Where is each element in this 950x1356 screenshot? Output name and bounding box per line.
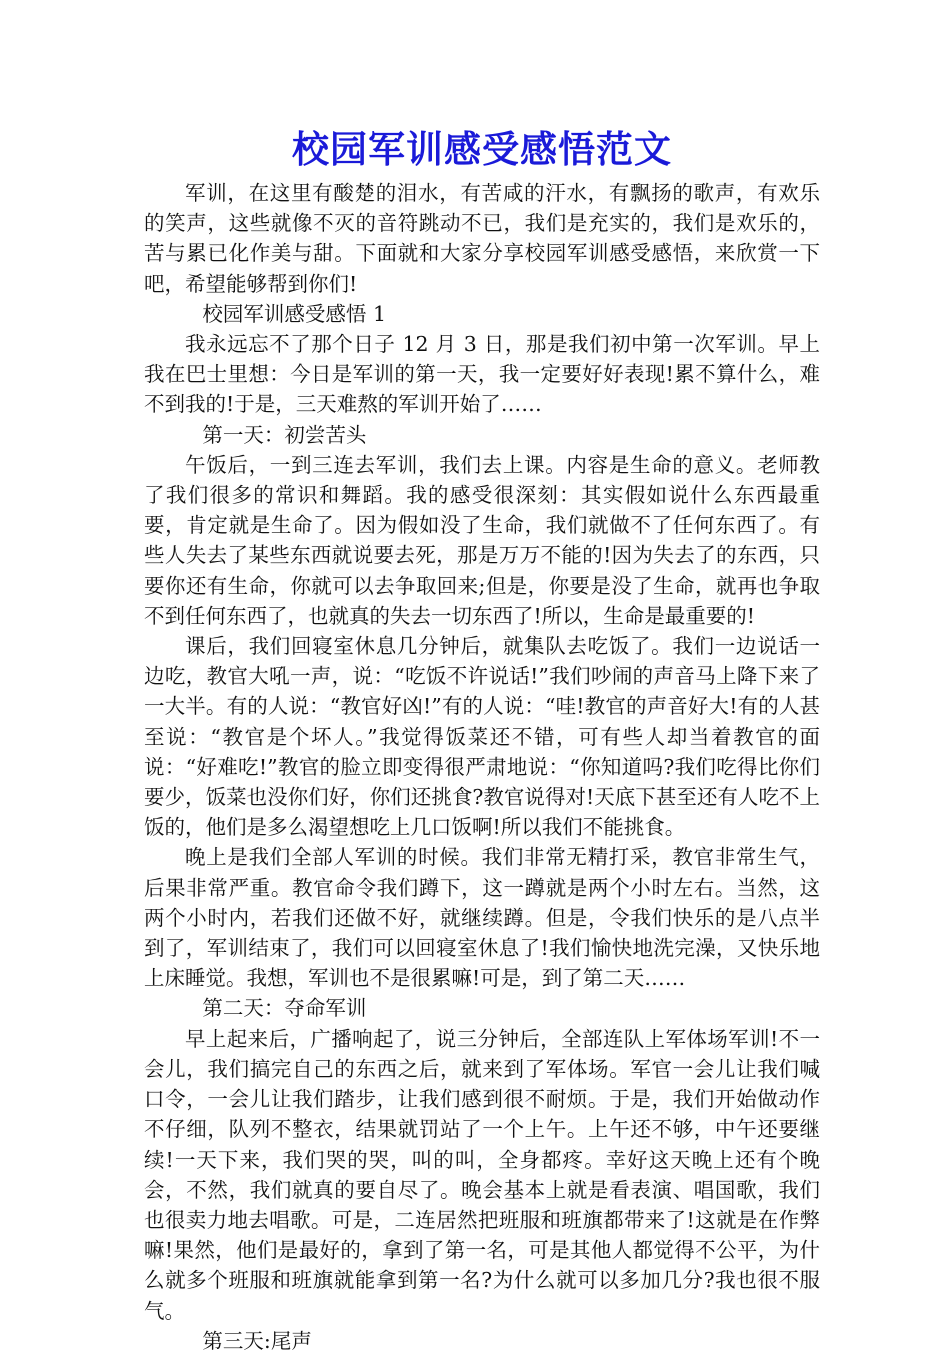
day3-heading: 第三天:尾声 [202, 1328, 312, 1353]
paragraph-4: 晚上是我们全部人军训的时候。我们非常无精打采，教官非常生气，后果非常严重。教官命令我们蹲下，这一蹲就是两个小时左右。当然，这两个小时内，若我们还做不好，就继续蹲。但是，令我们快乐的是八点半到了，军训结束了，我们可以回寝室休息了!我们愉快地洗完澡，又快乐地上床睡觉。我想，军训也不是很累嘛!可是，到了第二天…… [144, 845, 820, 991]
section-title: 校园军训感受感悟 1 [202, 301, 386, 326]
document-page [144, 122, 820, 1356]
paragraph-5: 早上起来后，广播响起了，说三分钟后，全部连队上军体场军训!不一会儿，我们搞完自己的东西之后，就来到了军体场。军官一会儿让我们喊口令，一会儿让我们踏步，让我们感到很不耐烦。于是，我们开始做动作不仔细，队列不整衣，结果就罚站了一个上午。上午还不够，中午还要继续!一天下来，我们哭的哭，叫的叫，全身都疼。幸好这天晚上还有个晚会，不然，我们就真的要自尽了。晚会基本上就是看表演、唱国歌，我们也很卖力地去唱歌。可是，二连居然把班服和班旗都带来了!这就是在作弊嘛!果然，他们是最好的，拿到了第一名，可是其他人都觉得不公平，为什么就多个班服和班旗就能拿到第一名?为什么就可以多加几分?我也很不服气。 [144, 1026, 820, 1323]
paragraph-3: 课后，我们回寝室休息几分钟后，就集队去吃饭了。我们一边说话一边吃，教官大吼一声，说：“吃饭不许说话!”我们吵闹的声音马上降下来了一大半。有的人说：“教官好凶!”有的人说：“哇!教官的声音好大!有的人甚至说：“教官是个坏人。”我觉得饭菜还不错，可有些人却当着教官的面说：“好难吃!”教官的脸立即变得很严肃地说：“你知道吗?我们吃得比你们要少，饭菜也没你们好，你们还挑食?教官说得对!天底下甚至还有人吃不上饭的，他们是多么渴望想吃上几口饭啊!所以我们不能挑食。 [144, 634, 820, 840]
intro-paragraph: 军训，在这里有酸楚的泪水，有苦咸的汗水，有飘扬的歌声，有欢乐的笑声，这些就像不灭的音符跳动不已，我们是充实的，我们是欢乐的，苦与累已化作美与甜。下面就和大家分享校园军训感受感悟，来欣赏一下吧，希望能够帮到你们! [144, 181, 820, 296]
document-title: 校园军训感受感悟范文 [292, 128, 672, 171]
day1-heading: 第一天：初尝苦头 [202, 422, 367, 447]
day2-heading: 第二天：夺命军训 [202, 996, 367, 1021]
paragraph-1: 我永远忘不了那个日子 12 月 3 日，那是我们初中第一次军训。早上我在巴士里想：今日是军训的第一天，我一定要好好表现!累不算什么，难不到我的!于是，三天难熬的军训开始了…… [144, 332, 820, 417]
paragraph-2: 午饭后，一到三连去军训，我们去上课。内容是生命的意义。老师教了我们很多的常识和舞蹈。我的感受很深刻：其实假如说什么东西最重要，肯定就是生命了。因为假如没了生命，我们就做不了任何东西了。有些人失去了某些东西就说要去死，那是万万不能的!因为失去了的东西，只要你还有生命，你就可以去争取回来;但是，你要是没了生命，就再也争取不到任何东西了，也就真的失去一切东西了!所以，生命是最重要的! [144, 452, 820, 628]
